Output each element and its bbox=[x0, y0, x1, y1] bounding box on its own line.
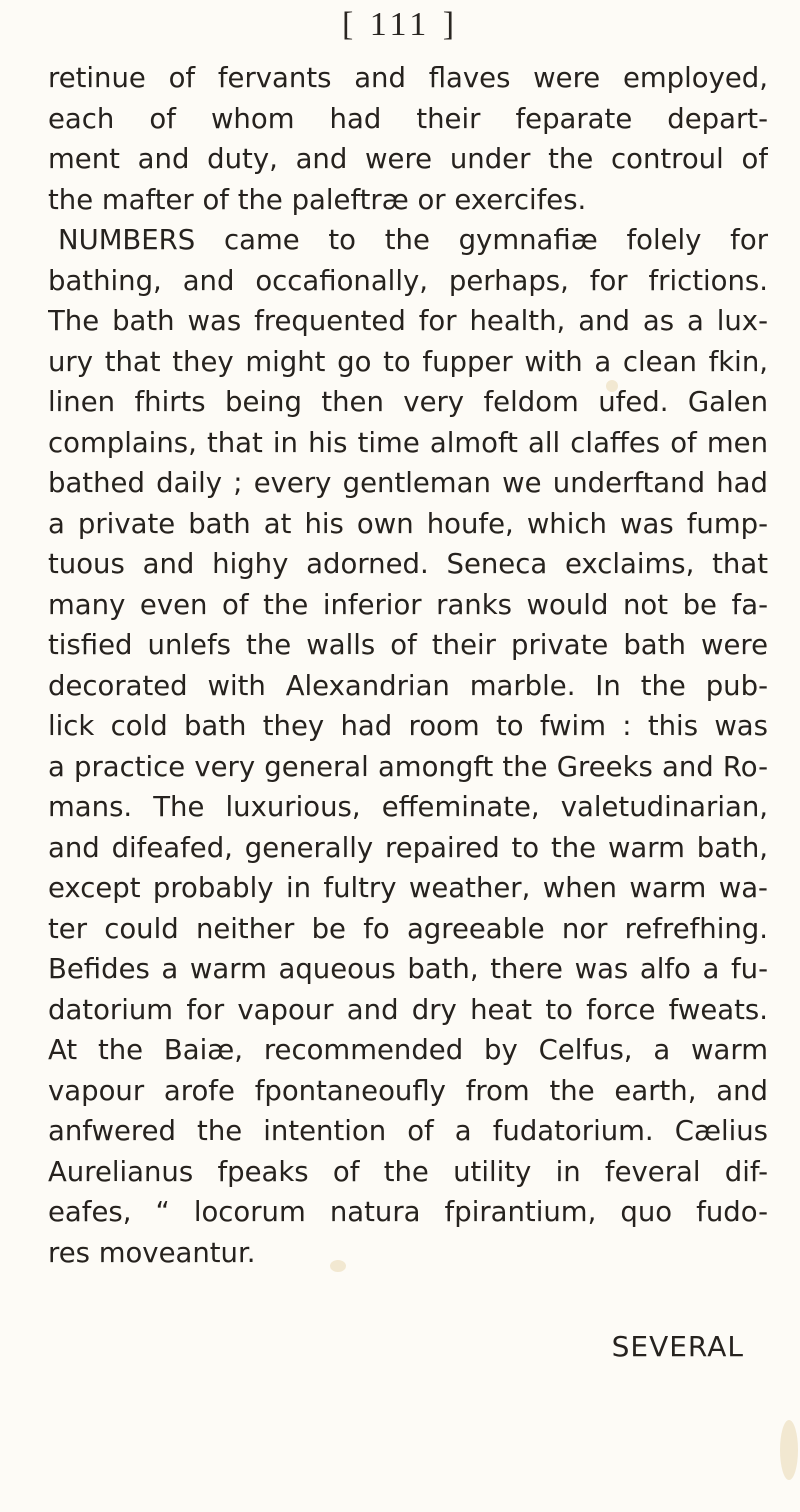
text-line: tuous and highy adorned. Seneca exclaims, that bbox=[48, 548, 768, 580]
text-line: a private bath at his own houfe, which was fump- bbox=[48, 507, 768, 540]
text-line: datorium for vapour and dry heat to force fweats. bbox=[48, 993, 768, 1026]
text-line: ury that they might go to fupper with a clean fkin, bbox=[48, 345, 768, 378]
text-line: linen fhirts being then very feldom ufed. Galen bbox=[48, 386, 768, 418]
text-line: ment and duty, and were under the controul of bbox=[48, 143, 768, 175]
text-line: the mafter of the paleftræ or exercifes. bbox=[48, 183, 587, 216]
text-line: tisfied unlefs the walls of their private bath were bbox=[48, 629, 768, 661]
text-line: many even of the inferior ranks would not be fa- bbox=[48, 588, 768, 621]
catchword: SEVERAL bbox=[611, 1330, 744, 1363]
page-number: [ 111 ] bbox=[341, 6, 459, 43]
text-line: except probably in fultry weather, when warm wa- bbox=[48, 872, 768, 904]
text-line: complains, that in his time almoft all claffes of men bbox=[48, 426, 768, 459]
text-line: mans. The luxurious, effeminate, valetudinarian, bbox=[48, 791, 768, 823]
text-line: Befides a warm aqueous bath, there was alfo a fu- bbox=[48, 953, 768, 985]
text-line: retinue of fervants and flaves were employed, bbox=[48, 62, 768, 94]
text-line: NUMBERS came to the gymnafiæ folely for bbox=[58, 224, 768, 256]
text-line: bathed daily ; every gentleman we underftand had bbox=[48, 467, 768, 499]
text-line: a practice very general amongft the Greeks and Ro- bbox=[48, 750, 768, 783]
text-line: each of whom had their feparate depart- bbox=[48, 102, 768, 135]
text-line: The bath was frequented for health, and as a lux- bbox=[48, 305, 768, 337]
text-line: res moveantur. bbox=[48, 1236, 256, 1269]
ink-spot bbox=[780, 1420, 798, 1480]
text-line: lick cold bath they had room to fwim : this was bbox=[48, 710, 768, 742]
text-line: decorated with Alexandrian marble. In the pub- bbox=[48, 669, 768, 702]
text-line: vapour arofe fpontaneoufly from the earth, and bbox=[48, 1074, 768, 1107]
text-line: anfwered the intention of a fudatorium. Cælius bbox=[48, 1115, 768, 1147]
text-line: bathing, and occafionally, perhaps, for frictions. bbox=[48, 264, 768, 297]
text-line: Aurelianus fpeaks of the utility in feveral dif- bbox=[48, 1155, 768, 1188]
body-text bbox=[48, 58, 768, 1273]
text-line: eafes, “ locorum natura fpirantium, quo fudo- bbox=[48, 1196, 768, 1228]
text-line: At the Baiæ, recommended by Celfus, a warm bbox=[48, 1034, 768, 1066]
text-line: and difeafed, generally repaired to the warm bath, bbox=[48, 831, 768, 864]
text-line: ter could neither be fo agreeable nor refrefhing. bbox=[48, 912, 768, 945]
